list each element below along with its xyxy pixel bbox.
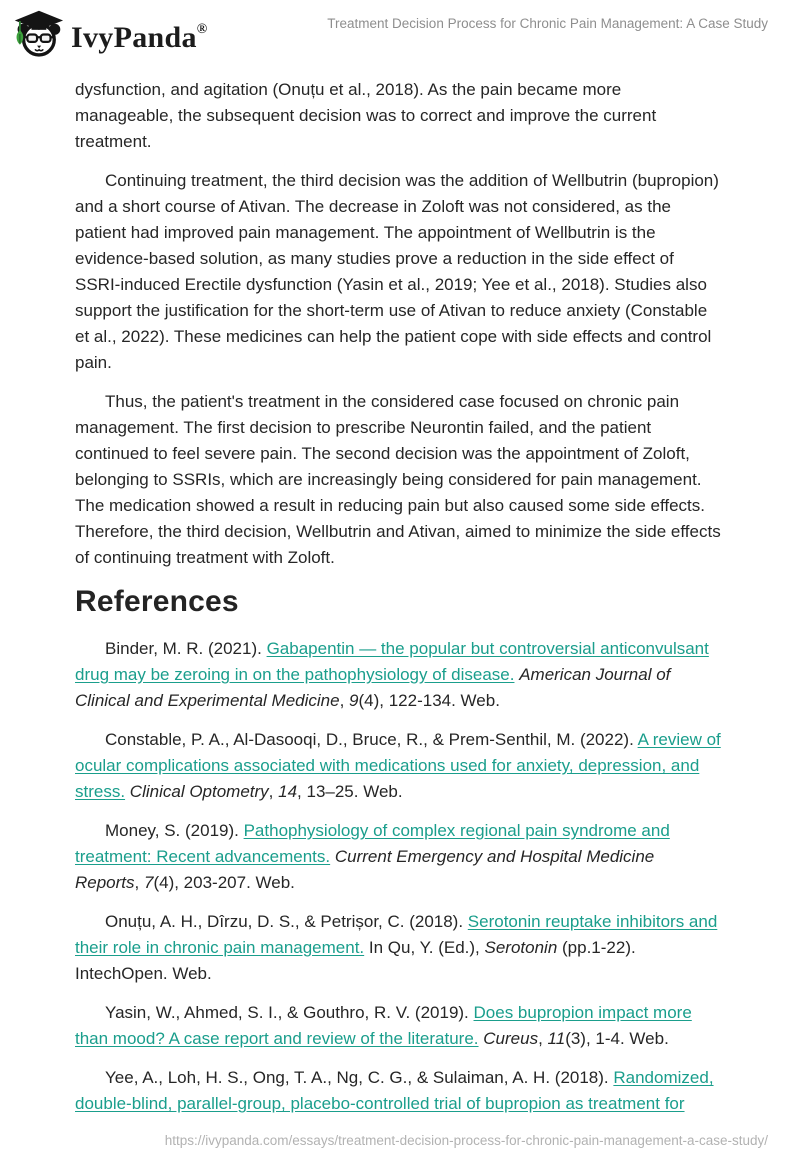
essay-content <box>75 77 722 1117</box>
reference-entry <box>75 727 722 805</box>
panda-graduation-cap-icon <box>12 9 64 59</box>
reference-entry <box>75 818 722 896</box>
logo-text: IvyPanda <box>71 21 197 54</box>
references-list <box>75 636 722 1117</box>
reference-link[interactable]: A review of ocular complications associated with medications used for anxiety, depression, and stress. <box>75 730 721 801</box>
reference-link[interactable]: Gabapentin — the popular but controversial anticonvulsant drug may be zeroing in on the pathophysiology of disease. <box>75 639 709 684</box>
logo-wordmark <box>71 5 208 63</box>
text-run: , <box>538 1029 548 1048</box>
references-heading: References <box>75 585 239 618</box>
reference-entry <box>75 1000 722 1052</box>
text-run: Money, S. (2019). <box>105 821 244 840</box>
text-run: Yee, A., Loh, H. S., Ong, T. A., Ng, C. G., & Sulaiman, A. H. (2018). <box>105 1068 614 1087</box>
text-run: (4), 122-134. Web. <box>358 691 500 710</box>
registered-trademark-symbol: ® <box>196 22 208 37</box>
text-run: Yasin, W., Ahmed, S. I., & Gouthro, R. V. (2019). <box>105 1003 474 1022</box>
body-paragraph <box>75 168 722 376</box>
italic-text-run: American Journal of Clinical and Experimental Medicine <box>75 665 671 710</box>
reference-link[interactable]: Serotonin reuptake inhibitors and their role in chronic pain management. <box>75 912 718 957</box>
text-run: Continuing treatment, the third decision was the addition of Wellbutrin (bupropion) and a short course of Ativan. The decrease in Zoloft was not considered, as the patient had improved pain management. The appointment of Wellbutrin is the evidence-based solution, as many studies prove a reduction in the side effect of SSRI-induced Erectile dysfunction (Yasin et al., 2019; Yee et al., 2018). Studies also support the justification for the short-term use of Ativan to reduce anxiety (Constable et al., 2022). These medicines can help the patient cope with side effects and control pain. <box>75 171 719 372</box>
reference-entry <box>75 909 722 987</box>
page-header <box>0 0 800 58</box>
text-run: Binder, M. R. (2021). <box>105 639 267 658</box>
text-run: Constable, P. A., Al-Dasooqi, D., Bruce, R., & Prem-Senthil, M. (2022). <box>105 730 638 749</box>
italic-text-run: Cureus <box>483 1029 539 1048</box>
reference-entry <box>75 636 722 714</box>
text-run: Onuțu, A. H., Dîrzu, D. S., & Petrișor, C. (2018). <box>105 912 468 931</box>
text-run: , 13–25. Web. <box>297 782 403 801</box>
text-run: (pp.1-22). IntechOpen. Web. <box>75 938 636 983</box>
italic-text-run: Serotonin <box>484 938 558 957</box>
reference-link[interactable]: Does bupropion impact more than mood? A case report and review of the literature. <box>75 1003 692 1048</box>
document-title: Treatment Decision Process for Chronic Pain Management: A Case Study <box>327 16 768 31</box>
italic-text-run: 9 <box>349 691 359 710</box>
italic-text-run: 7 <box>143 873 154 892</box>
body-paragraph <box>75 77 722 155</box>
text-run: (4), 203-207. Web. <box>153 873 295 892</box>
ivypanda-logo <box>12 5 208 63</box>
text-run: , <box>268 782 279 801</box>
body-paragraph <box>75 389 722 571</box>
italic-text-run: Clinical Optometry <box>129 782 269 801</box>
reference-link[interactable]: Pathophysiology of complex regional pain syndrome and treatment: Recent advancements. <box>75 821 670 866</box>
text-run: dysfunction, and agitation (Onuțu et al., 2018). As the pain became more manageable, the subsequent decision was to correct and improve the current treatment. <box>75 80 657 151</box>
text-run: , <box>339 691 350 710</box>
text-run: , <box>134 873 144 892</box>
text-run: In Qu, Y. (Ed.), <box>364 938 485 957</box>
reference-link[interactable]: Randomized, double-blind, parallel-group, placebo-controlled trial of bupropion as treatment for <box>75 1068 714 1113</box>
text-run: Thus, the patient's treatment in the considered case focused on chronic pain management. The first decision to prescribe Neurontin failed, and the patient continued to feel severe pain. The second decision was the appointment of Zoloft, belonging to SSRIs, which are increasingly being considered for pain management. The medication showed a result in reducing pain but also caused some side effects. Therefore, the third decision, Wellbutrin and Ativan, aimed to minimize the side effects of continuing treatment with Zoloft. <box>75 392 721 567</box>
italic-text-run: 11 <box>547 1029 566 1048</box>
essay-body-paragraphs <box>75 77 722 571</box>
reference-entry <box>75 1065 722 1117</box>
italic-text-run: 14 <box>278 782 298 801</box>
text-run: (3), 1-4. Web. <box>565 1029 669 1048</box>
page-footer-url: https://ivypanda.com/essays/treatment-decision-process-for-chronic-pain-management-a-case-study/ <box>164 1133 768 1148</box>
italic-text-run: Current Emergency and Hospital Medicine Reports <box>75 847 655 892</box>
